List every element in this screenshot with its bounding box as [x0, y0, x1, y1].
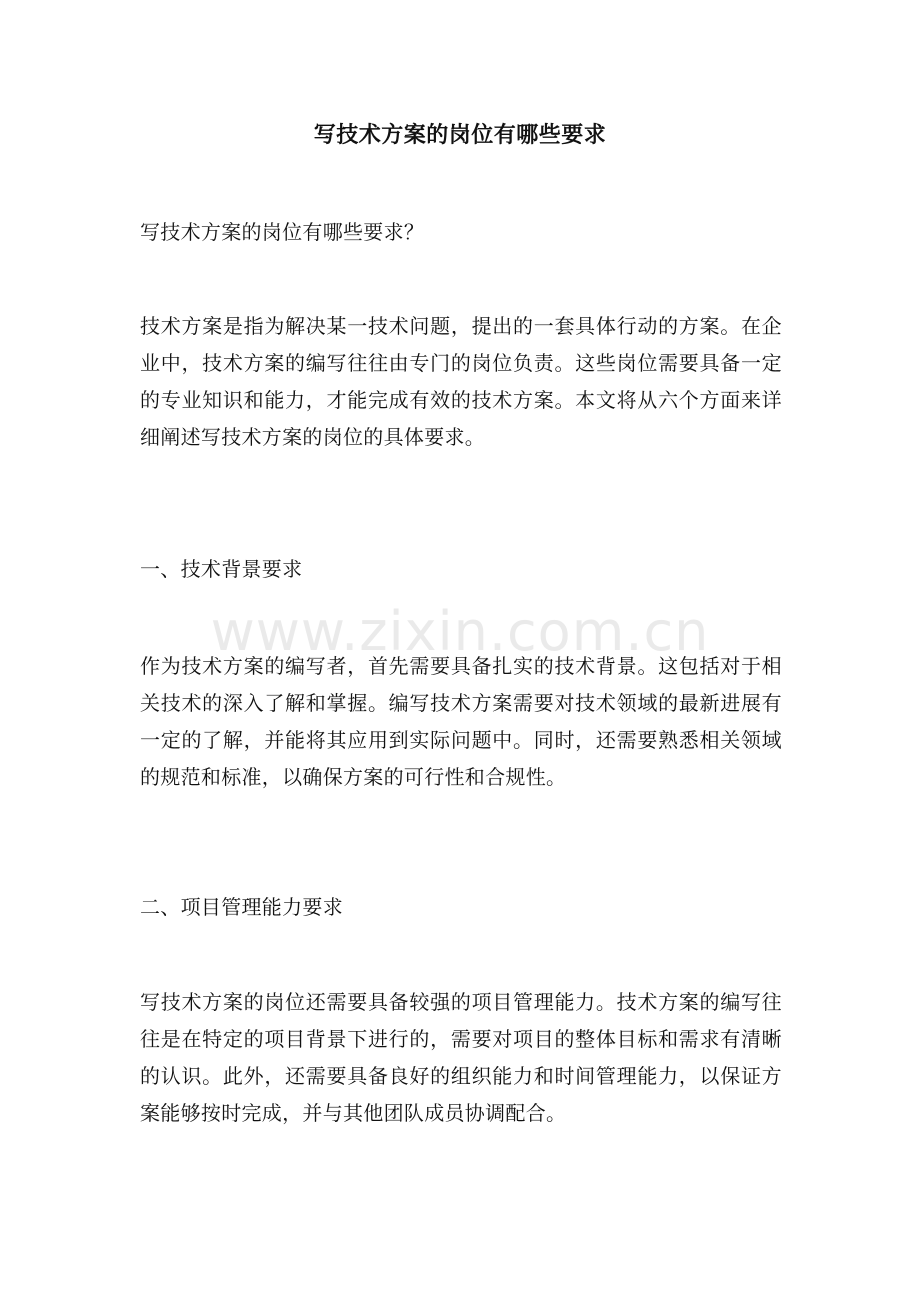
document-title: 写技术方案的岗位有哪些要求 — [313, 122, 607, 148]
intro-question: 写技术方案的岗位有哪些要求？ — [140, 220, 425, 244]
section-body-1: 作为技术方案的编写者，首先需要具备扎实的技术背景。这包括对于相关技术的深入了解和掌握。编写技术方案需要对技术领域的最新进展有一定的了解，并能将其应用到实际问题中。同时，还需要熟悉相关领域的规范和标准，以确保方案的可行性和合规性。 — [140, 654, 782, 789]
watermark-text: www.zixin.com.cn — [210, 600, 710, 663]
section-heading-1: 一、技术背景要求 — [140, 557, 303, 581]
intro-paragraph: 技术方案是指为解决某一技术问题，提出的一套具体行动的方案。在企业中，技术方案的编写往往由专门的岗位负责。这些岗位需要具备一定的专业知识和能力，才能完成有效的技术方案。本文将从六个方面来详细阐述写技术方案的岗位的具体要求。 — [140, 314, 782, 449]
section-body-2: 写技术方案的岗位还需要具备较强的项目管理能力。技术方案的编写往往是在特定的项目背景下进行的，需要对项目的整体目标和需求有清晰的认识。此外，还需要具备良好的组织能力和时间管理能力，以保证方案能够按时完成，并与其他团队成员协调配合。 — [140, 990, 782, 1125]
section-heading-2: 二、项目管理能力要求 — [140, 895, 343, 919]
